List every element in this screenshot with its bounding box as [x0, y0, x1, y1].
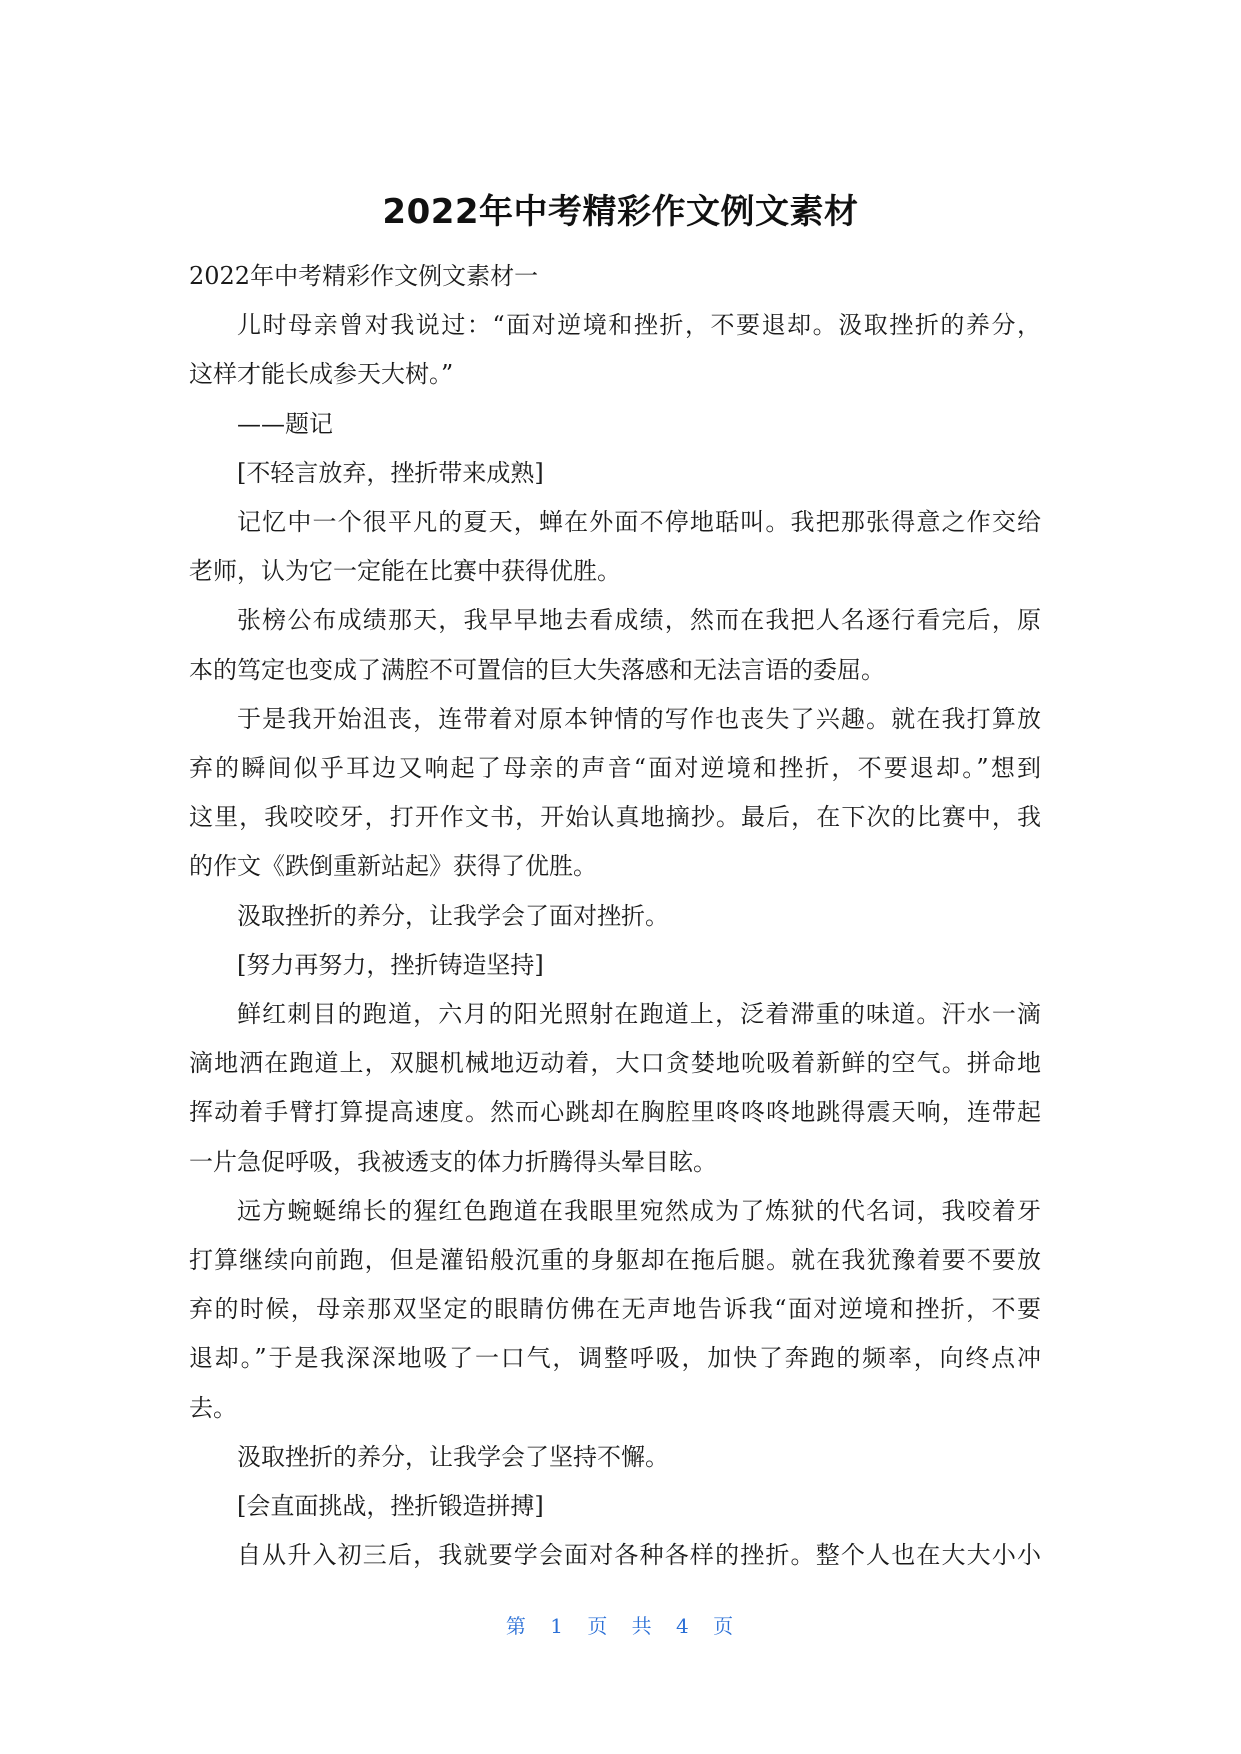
text-line: [努力再努力，挫折铸造坚持]: [237, 950, 544, 979]
page-footer: 第 1 页 共 4 页: [505, 1614, 736, 1638]
text-line: 弃的瞬间似乎耳边又响起了母亲的声音“面对逆境和挫折，不要退却。”想到: [189, 754, 1041, 783]
document-body: [189, 252, 1041, 1580]
text-line: 的作文《跌倒重新站起》获得了优胜。: [189, 852, 597, 881]
text-line: 本的笃定也变成了满腔不可置信的巨大失落感和无法言语的委屈。: [189, 655, 885, 684]
text-line: 这里，我咬咬牙，打开作文书，开始认真地摘抄。最后，在下次的比赛中，我: [189, 803, 1041, 832]
text-line: 汲取挫折的养分，让我学会了面对挫折。: [237, 901, 669, 930]
text-line: 2022年中考精彩作文例文素材一: [189, 262, 539, 290]
text-line: 于是我开始沮丧，连带着对原本钟情的写作也丧失了兴趣。就在我打算放: [237, 704, 1041, 733]
text-line: 儿时母亲曾对我说过：“面对逆境和挫折，不要退却。汲取挫折的养分，: [237, 311, 1041, 340]
text-line: 张榜公布成绩那天，我早早地去看成绩，然而在我把人名逐行看完后，原: [237, 606, 1041, 635]
text-line: 滴地洒在跑道上，双腿机械地迈动着，大口贪婪地吮吸着新鲜的空气。拼命地: [189, 1049, 1041, 1078]
text-line: 弃的时候，母亲那双坚定的眼睛仿佛在无声地告诉我“面对逆境和挫折，不要: [189, 1295, 1041, 1324]
text-line: 去。: [189, 1393, 237, 1422]
text-line: 这样才能长成参天大树。”: [189, 360, 454, 389]
text-line: 远方蜿蜒绵长的猩红色跑道在我眼里宛然成为了炼狱的代名词，我咬着牙: [237, 1196, 1041, 1225]
text-line: 记忆中一个很平凡的夏天，蝉在外面不停地聒叫。我把那张得意之作交给: [237, 508, 1041, 537]
text-line: 一片急促呼吸，我被透支的体力折腾得头晕目眩。: [189, 1147, 717, 1176]
text-line: 鲜红刺目的跑道，六月的阳光照射在跑道上，泛着滞重的味道。汗水一滴: [237, 1000, 1041, 1029]
text-line: ——题记: [237, 409, 333, 438]
text-line: 汲取挫折的养分，让我学会了坚持不懈。: [237, 1442, 669, 1471]
document-title: 2022年中考精彩作文例文素材: [382, 192, 859, 232]
text-line: 挥动着手臂打算提高速度。然而心跳却在胸腔里咚咚咚地跳得震天响，连带起: [189, 1098, 1041, 1127]
text-line: 自从升入初三后，我就要学会面对各种各样的挫折。整个人也在大大小小: [237, 1541, 1041, 1570]
text-line: 打算继续向前跑，但是灌铅般沉重的身躯却在拖后腿。就在我犹豫着要不要放: [189, 1246, 1041, 1275]
text-line: [不轻言放弃，挫折带来成熟]: [237, 458, 544, 487]
text-line: 退却。”于是我深深地吸了一口气，调整呼吸，加快了奔跑的频率，向终点冲: [189, 1344, 1041, 1373]
text-line: [会直面挑战，挫折锻造拼搏]: [237, 1492, 544, 1521]
text-line: 老师，认为它一定能在比赛中获得优胜。: [189, 557, 621, 586]
